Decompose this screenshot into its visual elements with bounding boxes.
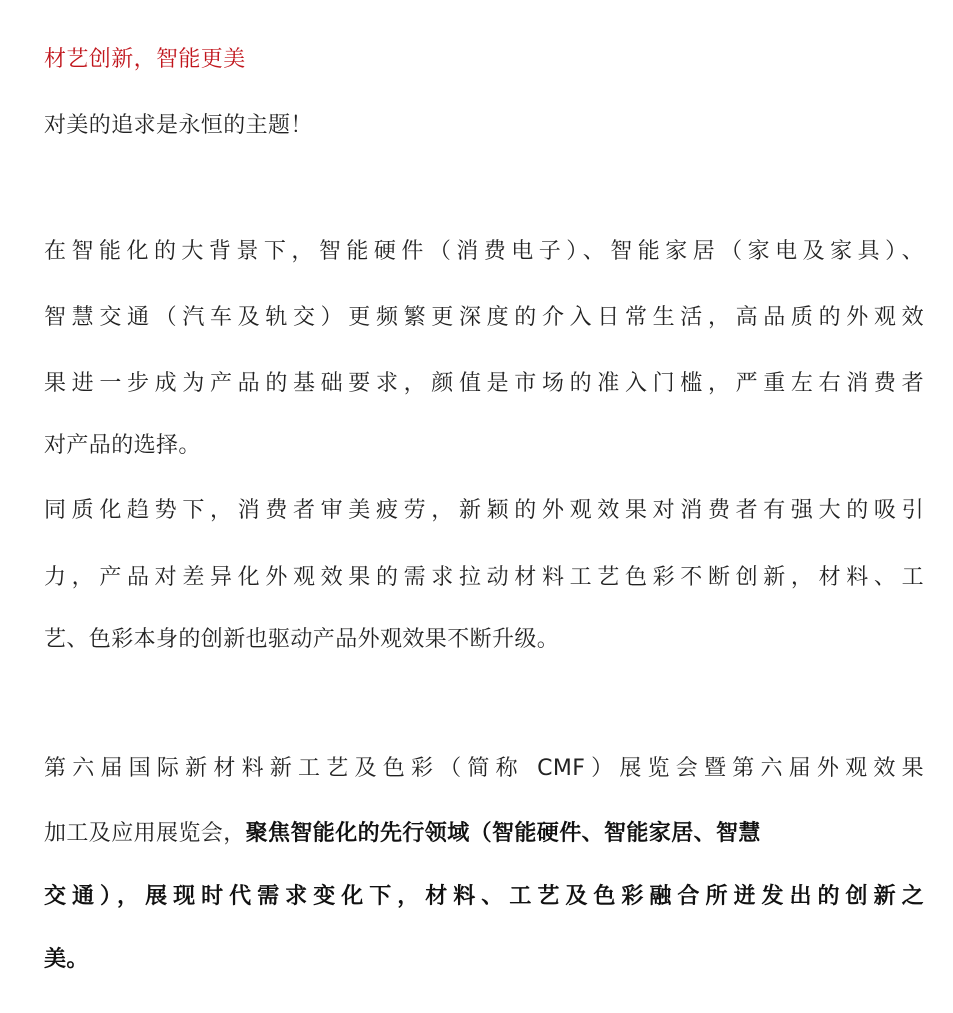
article-heading: 材艺创新，智能更美 [44, 47, 246, 72]
highlight-text: 聚焦智能化的先行领域（智能硬件、智能家居、智慧 [245, 821, 761, 846]
highlight-line: 交通），展现时代需求变化下，材料、工艺及色彩融合所迸发出的创新之 [44, 884, 924, 909]
paragraph-text: 加工及应用展览会， [44, 821, 246, 846]
paragraph-line: 果进一步成为产品的基础要求，颜值是市场的准入门槛，严重左右消费者 [44, 371, 924, 396]
paragraph-line: 艺、色彩本身的创新也驱动产品外观效果不断升级。 [44, 627, 560, 652]
paragraph-line: 在智能化的大背景下，智能硬件（消费电子）、智能家居（家电及家具）、 [44, 239, 924, 264]
paragraph-line [44, 818, 924, 850]
paragraph-line: 第六届国际新材料新工艺及色彩（简称 CMF）展览会暨第六届外观效果 [44, 756, 924, 781]
paragraph-line: 力，产品对差异化外观效果的需求拉动材料工艺色彩不断创新，材料、工 [44, 565, 924, 590]
highlight-line: 美。 [44, 947, 89, 972]
paragraph-line: 对产品的选择。 [44, 433, 201, 458]
paragraph-line: 同质化趋势下，消费者审美疲劳，新颖的外观效果对消费者有强大的吸引 [44, 498, 924, 523]
paragraph-line: 智慧交通（汽车及轨交）更频繁更深度的介入日常生活，高品质的外观效 [44, 305, 924, 330]
article-tagline: 对美的追求是永恒的主题！ [44, 113, 313, 138]
